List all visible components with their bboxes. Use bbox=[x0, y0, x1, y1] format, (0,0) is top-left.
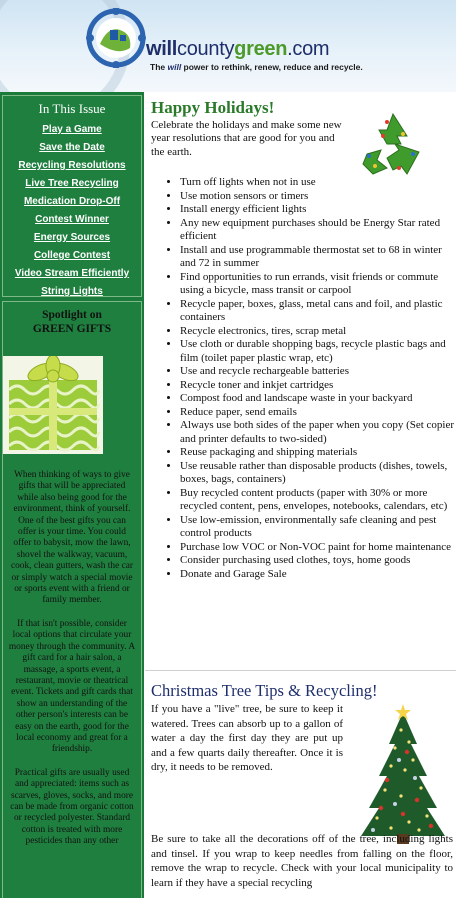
list-item: • Use reusable rather than disposable products (dishes, towels, boxes, bags, containers) bbox=[180, 460, 455, 487]
list-item: • Compost food and landscape waste in your backyard bbox=[180, 392, 455, 406]
brand-county: county bbox=[177, 38, 235, 60]
recycle-wreath-image bbox=[357, 108, 429, 180]
happy-holidays-heading: Happy Holidays! bbox=[151, 98, 275, 117]
spotlight-box bbox=[2, 301, 142, 898]
tagline bbox=[150, 62, 363, 72]
issue-link-college-contest[interactable]: College Contest bbox=[33, 250, 111, 261]
spotlight-title-line1: Spotlight on bbox=[42, 309, 102, 321]
list-item: • Turn off lights when not in use bbox=[180, 176, 455, 190]
list-item: • Reduce paper, send emails bbox=[180, 406, 455, 420]
list-item: • Install energy efficient lights bbox=[180, 203, 455, 217]
list-item: • Recycle paper, boxes, glass, metal cans and foil, and plastic containers bbox=[180, 298, 455, 325]
tagline-pre: The bbox=[150, 62, 168, 72]
tagline-will: will bbox=[167, 62, 182, 72]
green-gift-image bbox=[3, 356, 103, 454]
holiday-intro-text: Celebrate the holidays and make some new year resolutions that are good for you and the earth. bbox=[151, 119, 342, 158]
issue-link-medication-drop-off[interactable]: Medication Drop-Off bbox=[23, 196, 121, 207]
globe-logo-icon[interactable] bbox=[86, 8, 146, 68]
christmas-tree-heading: Christmas Tree Tips & Recycling! bbox=[151, 681, 378, 700]
issue-link-energy-sources[interactable]: Energy Sources bbox=[33, 232, 111, 243]
tree-paragraph-2: Be sure to take all the decorations off of the tree, including lights and tinsel. If you wrap to keep needles from falling on the floor, remove the wrap to recycle. Check with your local municipality to learn if they have a special recycling bbox=[151, 833, 453, 889]
issue-link-contest-winner[interactable]: Contest Winner bbox=[35, 214, 109, 225]
list-item: • Reuse packaging and shipping materials bbox=[180, 446, 455, 460]
list-item: • Recycle electronics, tires, scrap metal bbox=[180, 325, 455, 339]
brand-green: green bbox=[234, 38, 288, 60]
list-item: • Always use both sides of the paper when you copy (Set copier and printer defaults to two-sided) bbox=[180, 419, 455, 446]
spotlight-paragraph-3: Practical gifts are usually used and appreciated: items such as scarves, gloves, socks, and more can be made from organic cotton or recycled polyester. Standard cotton is treated with more pesticides than any other bbox=[10, 767, 134, 847]
spotlight-paragraph-1: When thinking of ways to give gifts that will be appreciated while also being good for the environment, think of yourself. One of the best gifts you can offer is your time. You could offer to babysit, mow the lawn, shovel the walkway, vacuum, cook, clean gutters, wash the car or simply watch a special movie or sports event with a friend or family member. bbox=[10, 470, 134, 606]
list-item: • Purchase low VOC or Non-VOC paint for home maintenance bbox=[180, 541, 455, 555]
list-item: • Install and use programmable thermostat set to 68 in winter and 72 in summer bbox=[180, 244, 455, 271]
main-content bbox=[145, 92, 456, 898]
spotlight-title-line2: GREEN GIFTS bbox=[32, 323, 112, 335]
spotlight-title bbox=[3, 308, 141, 336]
left-sidebar bbox=[0, 92, 144, 898]
section-divider bbox=[145, 670, 456, 671]
list-item: • Find opportunities to run errands, visit friends or commute using a bicycle, mass transit or carpool bbox=[180, 271, 455, 298]
christmas-tree-image bbox=[357, 704, 449, 846]
site-header bbox=[0, 0, 456, 92]
tagline-post: power to rethink, renew, reduce and recycle. bbox=[181, 62, 363, 72]
list-item: • Use cloth or durable shopping bags, recycle plastic bags and film (toilet paper plastic wrap, etc) bbox=[180, 338, 455, 365]
issue-link-video-stream-efficiently[interactable]: Video Stream Efficiently bbox=[14, 268, 130, 279]
list-item: • Use and recycle rechargeable batteries bbox=[180, 365, 455, 379]
in-this-issue-title: In This Issue bbox=[38, 101, 106, 116]
brand-will: will bbox=[146, 38, 178, 60]
tree-paragraph-1: If you have a "live" tree, be sure to keep it watered. Trees can absorb up to a gallon of water a day the first day they are put up and a few quarts daily thereafter. Once it is dry, it needs to be removed. bbox=[151, 703, 343, 774]
list-item: • Buy recycled content products (paper with 30% or more recycled content, pens, envelopes, notebooks, calendars, etc) bbox=[180, 487, 455, 514]
list-item: • Any new equipment purchases should be Energy Star rated efficient bbox=[180, 217, 455, 244]
spotlight-paragraph-2: If that isn't possible, consider local options that circulate your money through the community. A gift card for a hair salon, a massage, a sports event, a restaurant, movie or theatrical event. Tickets and gift cards that show an understanding of the other person's interests can be easy on the earth, good for the local economy and great for a friendship. bbox=[8, 618, 136, 755]
brand-wordmark[interactable] bbox=[146, 38, 329, 61]
issue-link-play-a-game[interactable]: Play a Game bbox=[42, 124, 102, 135]
issue-link-save-the-date[interactable]: Save the Date bbox=[39, 142, 105, 153]
list-item: • Use motion sensors or timers bbox=[180, 190, 455, 204]
list-item: • Consider purchasing used clothes, toys, home goods bbox=[180, 554, 455, 568]
in-this-issue-box bbox=[2, 95, 142, 297]
list-item: • Donate and Garage Sale bbox=[180, 568, 455, 582]
issue-link-string-lights[interactable]: String Lights bbox=[41, 286, 103, 297]
resolutions-list bbox=[165, 176, 455, 581]
list-item: • Recycle toner and inkjet cartridges bbox=[180, 379, 455, 393]
issue-link-live-tree-recycling[interactable]: Live Tree Recycling bbox=[25, 178, 119, 189]
issue-link-recycling-resolutions[interactable]: Recycling Resolutions bbox=[18, 160, 126, 171]
list-item: • Use low-emission, environmentally safe cleaning and pest control products bbox=[180, 514, 455, 541]
brand-dotcom: .com bbox=[287, 38, 330, 60]
